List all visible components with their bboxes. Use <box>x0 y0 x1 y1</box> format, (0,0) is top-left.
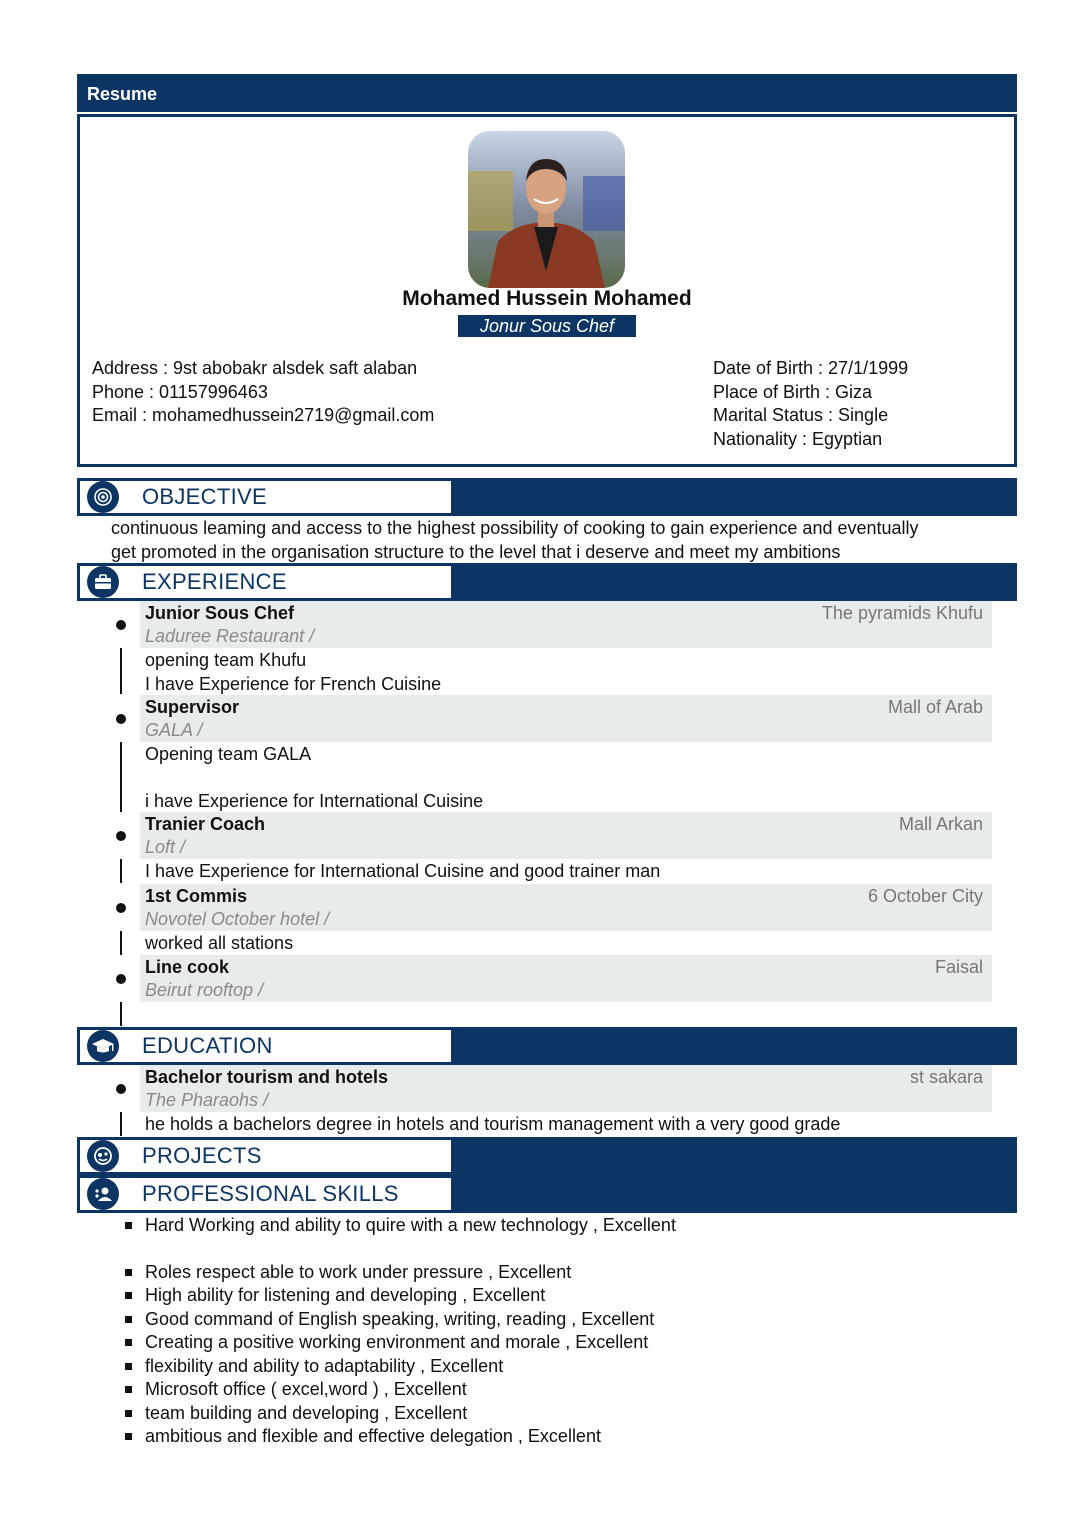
timeline-dot <box>116 831 126 841</box>
skill-item: team building and developing , Excellent <box>145 1403 468 1423</box>
experience-heading: EXPERIENCE <box>142 569 287 594</box>
address-text: Address : 9st abobakr alsdek saft alaban <box>92 358 418 378</box>
timeline-dot <box>116 903 126 913</box>
job-title: Supervisor <box>145 697 240 717</box>
bullet <box>125 1269 132 1276</box>
phone-text: Phone : 01157996463 <box>92 381 268 402</box>
job-employer: Beirut rooftop / <box>145 980 264 1000</box>
skill-item: Good command of English speaking, writing, reading , Excellent <box>145 1309 655 1329</box>
job-desc-line: i have Experience for International Cuisine <box>145 791 484 811</box>
skill-item: flexibility and ability to adaptability , Excellent <box>145 1356 504 1376</box>
timeline-line <box>120 931 122 955</box>
skills-icon <box>87 1178 119 1210</box>
job-employer: Novotel October hotel / <box>145 909 330 929</box>
objective-text <box>111 516 919 564</box>
projects-heading: PROJECTS <box>142 1143 262 1168</box>
job-desc-line: opening team Khufu <box>145 650 307 670</box>
email-text: Email : mohamedhussein2719@gmail.com <box>92 405 435 425</box>
education-heading: EDUCATION <box>142 1033 273 1058</box>
timeline-line <box>120 1112 122 1136</box>
graduation-cap-icon <box>87 1030 119 1062</box>
bullet <box>125 1339 132 1346</box>
timeline-line <box>120 742 122 812</box>
bullet <box>125 1292 132 1299</box>
nationality-text: Nationality : Egyptian <box>713 428 883 449</box>
education-description: he holds a bachelors degree in hotels and tourism management with a very good grade <box>145 1114 841 1134</box>
job-location: The pyramids Khufu <box>821 603 983 623</box>
job-desc-line: I have Experience for International Cuisine and good trainer man <box>145 861 661 881</box>
job-band <box>140 812 992 859</box>
job-desc-line: I have Experience for French Cuisine <box>145 674 442 694</box>
profile-name: Mohamed Hussein Mohamed <box>402 287 692 310</box>
job-location: Mall of Arab <box>887 697 983 717</box>
bullet <box>125 1363 132 1370</box>
skill-item: Creating a positive working environment and morale , Excellent <box>145 1332 649 1352</box>
job-band <box>140 955 992 1002</box>
target-icon <box>87 481 119 513</box>
bullet <box>125 1222 132 1229</box>
timeline-line <box>120 648 122 694</box>
bullet <box>125 1433 132 1440</box>
job-location: Faisal <box>934 957 983 977</box>
contact-info <box>92 357 434 428</box>
bullet <box>125 1410 132 1417</box>
objective-line: get promoted in the organisation structure to the level that i deserve and meet my ambitions <box>111 542 841 562</box>
skill-item: ambitious and flexible and effective delegation , Excellent <box>145 1426 601 1446</box>
profile-role: Jonur Sous Chef <box>458 315 636 337</box>
job-title: Line cook <box>145 957 230 977</box>
job-desc-line: Opening team GALA <box>145 744 312 764</box>
job-employer: GALA / <box>145 720 203 740</box>
timeline-line <box>120 859 122 883</box>
personal-info <box>713 357 908 451</box>
briefcase-icon <box>87 566 119 598</box>
skill-item: High ability for listening and developing , Excellent <box>145 1285 546 1305</box>
skills-heading: PROFESSIONAL SKILLS <box>142 1181 399 1206</box>
timeline-dot <box>116 620 126 630</box>
skill-item: Hard Working and ability to quire with a new technology , Excellent <box>145 1215 676 1235</box>
projects-icon <box>87 1140 119 1172</box>
institution: The Pharaohs / <box>145 1090 269 1110</box>
marital-text: Marital Status : Single <box>713 405 889 425</box>
job-title: Junior Sous Chef <box>145 603 295 623</box>
resume-header-bar <box>77 74 1017 112</box>
job-employer: Laduree Restaurant / <box>145 626 315 646</box>
timeline-dot <box>116 1084 126 1094</box>
timeline-line <box>120 1002 122 1026</box>
resume-title: Resume <box>87 84 158 104</box>
education-location: st sakara <box>909 1067 983 1087</box>
job-band <box>140 695 992 742</box>
profile-photo <box>468 131 625 288</box>
job-desc-line: worked all stations <box>145 933 294 953</box>
dob-text: Date of Birth : 27/1/1999 <box>713 358 909 378</box>
projects-title-bg <box>80 1140 451 1172</box>
bullet <box>125 1386 132 1393</box>
bullet <box>125 1316 132 1323</box>
objective-line: continuous leaming and access to the highest possibility of cooking to gain experience and eventually <box>111 518 919 538</box>
objective-heading: OBJECTIVE <box>142 484 267 509</box>
timeline-dot <box>116 714 126 724</box>
degree-title: Bachelor tourism and hotels <box>145 1067 389 1087</box>
skill-item: Roles respect able to work under pressure , Excellent <box>145 1262 572 1282</box>
job-title: 1st Commis <box>145 886 248 906</box>
job-description <box>145 648 441 696</box>
job-location: 6 October City <box>867 886 983 906</box>
pob-text: Place of Birth : Giza <box>713 381 873 402</box>
job-title: Tranier Coach <box>145 814 266 834</box>
job-employer: Loft / <box>145 837 186 857</box>
job-location: Mall Arkan <box>898 814 983 834</box>
skill-item: Microsoft office ( excel,word ) , Excellent <box>145 1379 467 1399</box>
timeline-dot <box>116 974 126 984</box>
